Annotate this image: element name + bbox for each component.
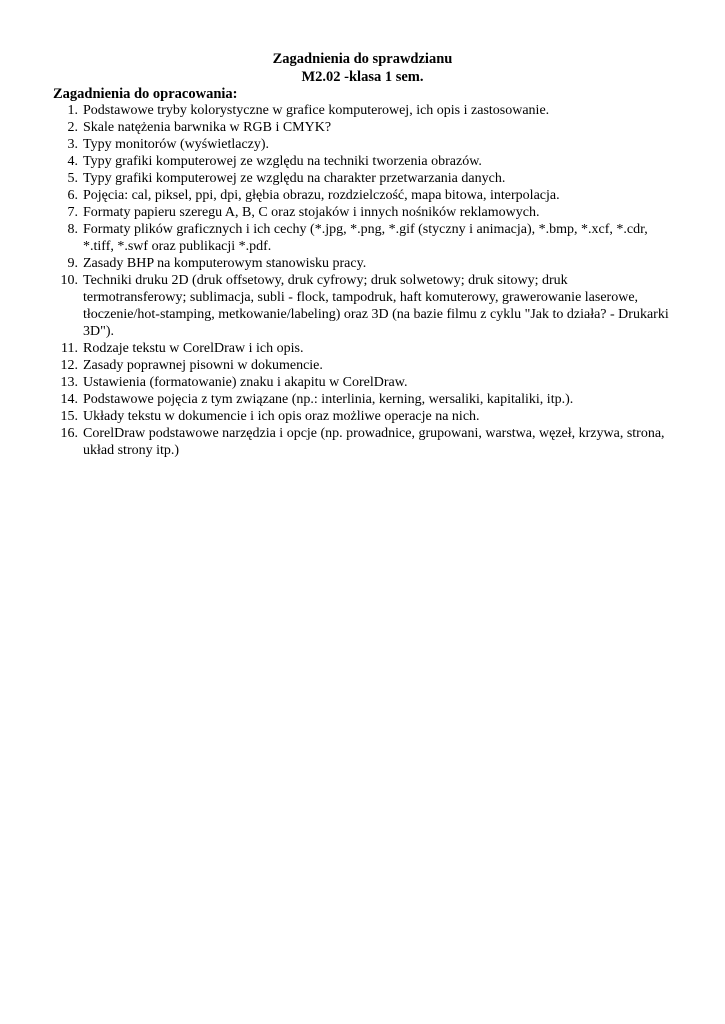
topic-number: 16. bbox=[60, 426, 78, 441]
topic-number: 15. bbox=[60, 409, 78, 424]
topic-text: Rodzaje tekstu w CorelDraw i ich opis. bbox=[83, 341, 304, 356]
topic-text: Typy monitorów (wyświetlaczy). bbox=[83, 137, 270, 152]
topic-text: Typy grafiki komputerowej ze względu na techniki tworzenia obrazów. bbox=[83, 154, 482, 169]
topic-text: Skale natężenia barwnika w RGB i CMYK? bbox=[83, 120, 332, 135]
topic-item bbox=[53, 425, 673, 459]
topic-text: Formaty papieru szeregu A, B, C oraz stojaków i innych nośników reklamowych. bbox=[83, 205, 540, 220]
topic-list bbox=[53, 102, 673, 459]
topic-number: 9. bbox=[67, 256, 78, 271]
topic-number: 12. bbox=[60, 358, 78, 373]
topic-text: Formaty plików graficznych i ich cechy (*.jpg, *.png, *.gif (styczny i animacja), *.bmp, *.xcf, *.cdr, *.tiff, *.swf oraz publikacji *.pdf. bbox=[83, 222, 648, 254]
topic-text: Układy tekstu w dokumencie i ich opis oraz możliwe operacje na nich. bbox=[83, 409, 480, 424]
topic-item bbox=[53, 153, 673, 170]
topic-item bbox=[53, 136, 673, 153]
title-line-1: Zagadnienia do sprawdzianu bbox=[272, 51, 453, 67]
topic-number: 11. bbox=[61, 341, 78, 356]
topic-item bbox=[53, 187, 673, 204]
topic-text: Podstawowe pojęcia z tym związane (np.: interlinia, kerning, wersaliki, kapitaliki, itp.). bbox=[83, 392, 574, 407]
title-line-2: M2.02 -klasa 1 sem. bbox=[301, 68, 424, 85]
topic-item bbox=[53, 204, 673, 221]
topic-item bbox=[53, 170, 673, 187]
topic-text: Pojęcia: cal, piksel, ppi, dpi, głębia obrazu, rozdzielczość, mapa bitowa, interpolacja. bbox=[83, 188, 560, 203]
topic-number: 13. bbox=[60, 375, 78, 390]
topic-text: Podstawowe tryby kolorystyczne w grafice komputerowej, ich opis i zastosowanie. bbox=[83, 103, 550, 118]
topic-item bbox=[53, 221, 673, 255]
topic-number: 2. bbox=[67, 120, 78, 135]
topic-text: Techniki druku 2D (druk offsetowy, druk cyfrowy; druk solwetowy; druk sitowy; druk termotransferowy; sublimacja, subli - flock, tampodruk, haft komuterowy, grawerowanie laserowe, tłoczenie/hot-stamping, metkowanie/labeling) oraz 3D (na bazie filmu z cyklu "Jak to działa? - Drukarki 3D"). bbox=[83, 273, 669, 339]
topic-text: CorelDraw podstawowe narzędzia i opcje (np. prowadnice, grupowani, warstwa, węzeł, krzywa, strona, układ strony itp.) bbox=[83, 426, 665, 458]
topic-item bbox=[53, 119, 673, 136]
topic-item bbox=[53, 391, 673, 408]
topic-item bbox=[53, 408, 673, 425]
topic-number: 7. bbox=[67, 205, 78, 220]
topic-number: 10. bbox=[60, 273, 78, 288]
topic-number: 4. bbox=[67, 154, 78, 169]
topic-number: 5. bbox=[67, 171, 78, 186]
topic-item bbox=[53, 272, 673, 340]
topic-number: 1. bbox=[67, 103, 78, 118]
topic-item bbox=[53, 340, 673, 357]
topic-item bbox=[53, 357, 673, 374]
topic-text: Zasady poprawnej pisowni w dokumencie. bbox=[83, 358, 323, 373]
topic-number: 14. bbox=[60, 392, 78, 407]
topic-text: Ustawienia (formatowanie) znaku i akapitu w CorelDraw. bbox=[83, 375, 408, 390]
topic-number: 6. bbox=[67, 188, 78, 203]
topic-item bbox=[53, 255, 673, 272]
topic-number: 8. bbox=[67, 222, 78, 237]
topic-item bbox=[53, 102, 673, 119]
topic-item bbox=[53, 374, 673, 391]
topic-number: 3. bbox=[67, 137, 78, 152]
section-heading: Zagadnienia do opracowania: bbox=[53, 86, 238, 102]
document-title bbox=[0, 51, 725, 86]
topic-text: Typy grafiki komputerowej ze względu na charakter przetwarzania danych. bbox=[83, 171, 506, 186]
topic-text: Zasady BHP na komputerowym stanowisku pracy. bbox=[83, 256, 367, 271]
